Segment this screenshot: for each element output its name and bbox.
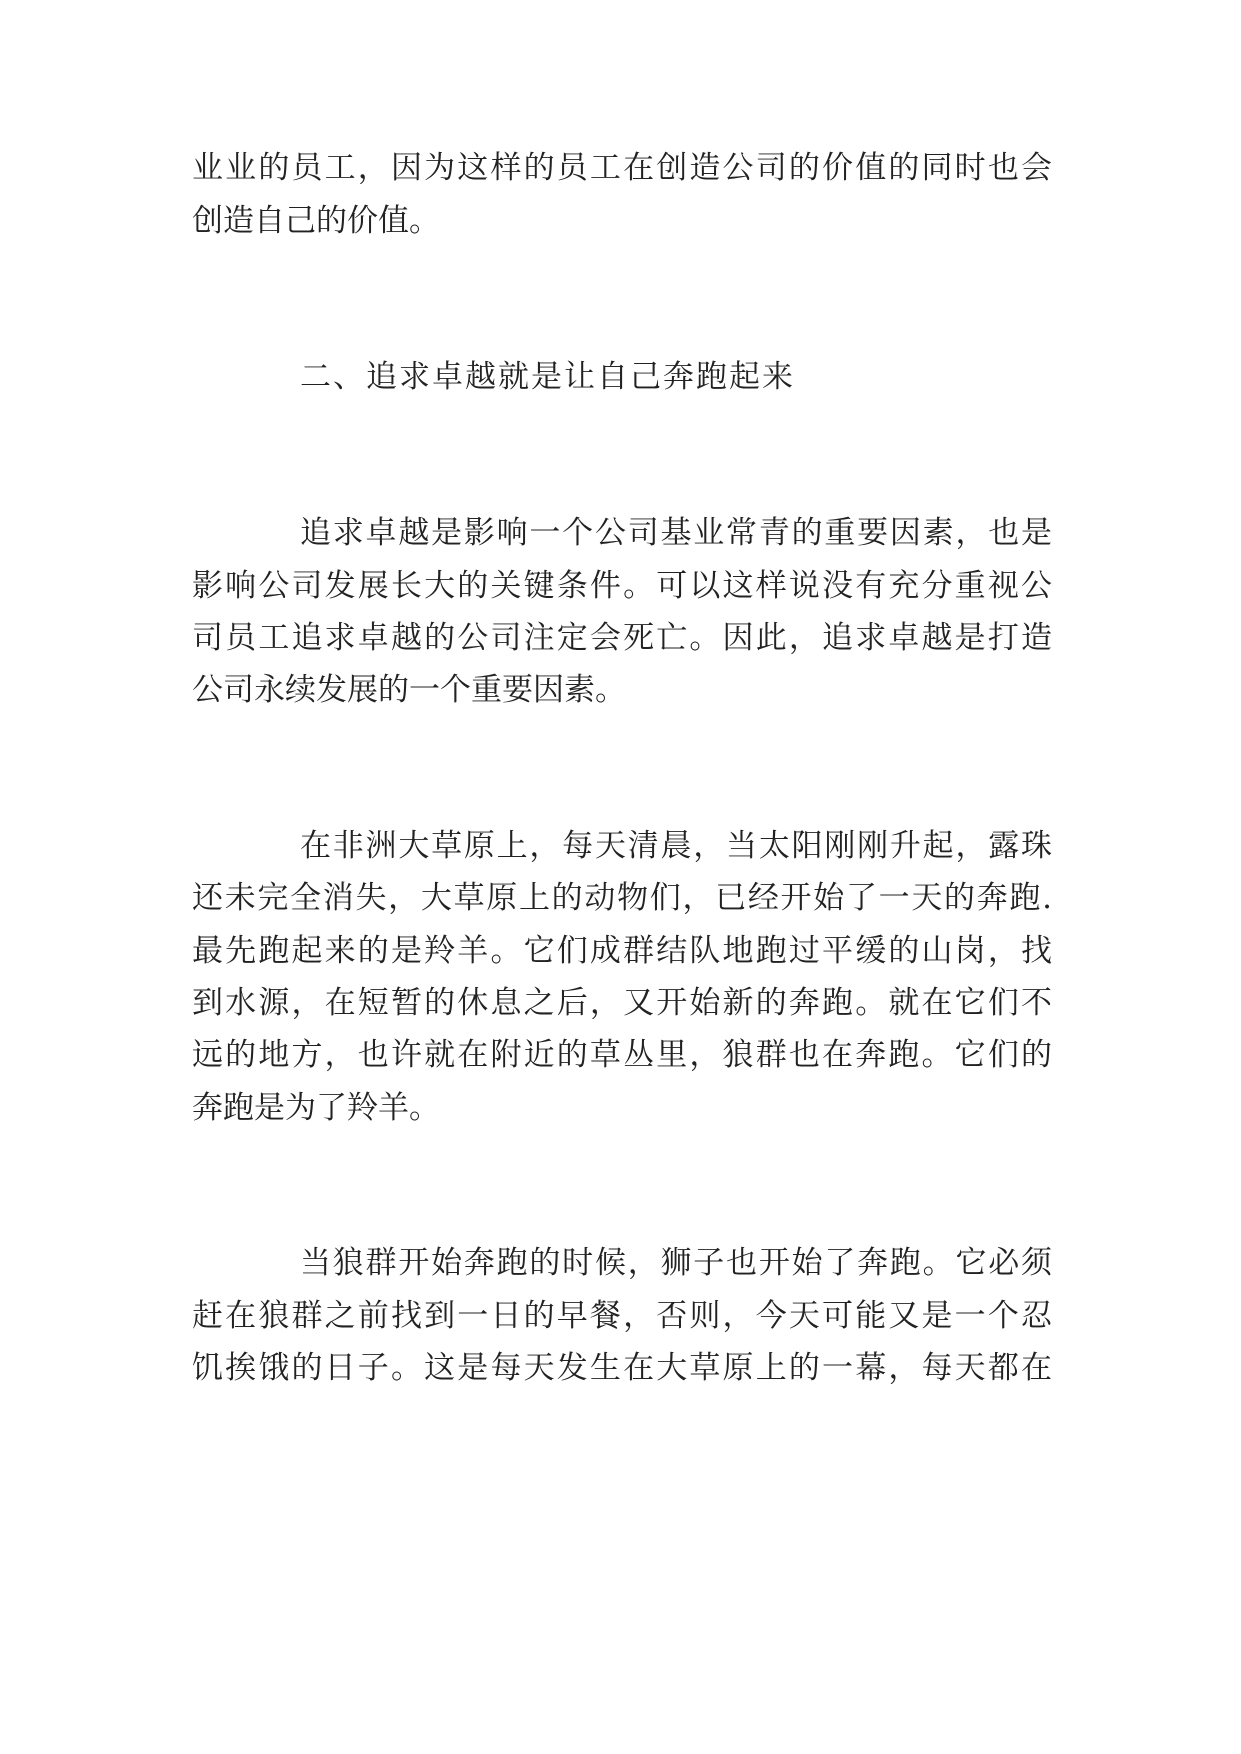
paragraph-3-line-3: 最先跑起来的是羚羊。它们成群结队地跑过平缓的山岗，找 [192,933,1052,969]
paragraph-4-line-2: 赶在狼群之前找到一日的早餐，否则，今天可能又是一个忍 [192,1298,1052,1334]
paragraph-3-line-5: 远的地方，也许就在附近的草丛里，狼群也在奔跑。它们的 [192,1037,1052,1073]
paragraph-2-line-3: 司员工追求卓越的公司注定会死亡。因此，追求卓越是打造 [192,620,1052,656]
paragraph-1-line-2: 创造自己的价值。 [192,203,440,239]
paragraph-3-line-1: 在非洲大草原上，每天清晨，当太阳刚刚升起，露珠 [300,828,1052,864]
paragraph-4-line-3: 饥挨饿的日子。这是每天发生在大草原上的一幕，每天都在 [192,1350,1052,1386]
paragraph-2-line-4: 公司永续发展的一个重要因素。 [192,672,626,708]
paragraph-2-line-1: 追求卓越是影响一个公司基业常青的重要因素，也是 [300,515,1052,551]
paragraph-3-line-2: 还未完全消失，大草原上的动物们，已经开始了一天的奔跑. [192,880,1052,916]
section-heading: 二、追求卓越就是让自己奔跑起来 [300,359,795,395]
paragraph-4-line-1: 当狼群开始奔跑的时候，狮子也开始了奔跑。它必须 [300,1245,1052,1281]
paragraph-2-line-2: 影响公司发展长大的关键条件。可以这样说没有充分重视公 [192,568,1052,604]
paragraph-3-line-4: 到水源，在短暂的休息之后，又开始新的奔跑。就在它们不 [192,985,1052,1021]
paragraph-1-line-1: 业业的员工，因为这样的员工在创造公司的价值的同时也会 [192,150,1052,186]
paragraph-3-line-6: 奔跑是为了羚羊。 [192,1090,440,1126]
